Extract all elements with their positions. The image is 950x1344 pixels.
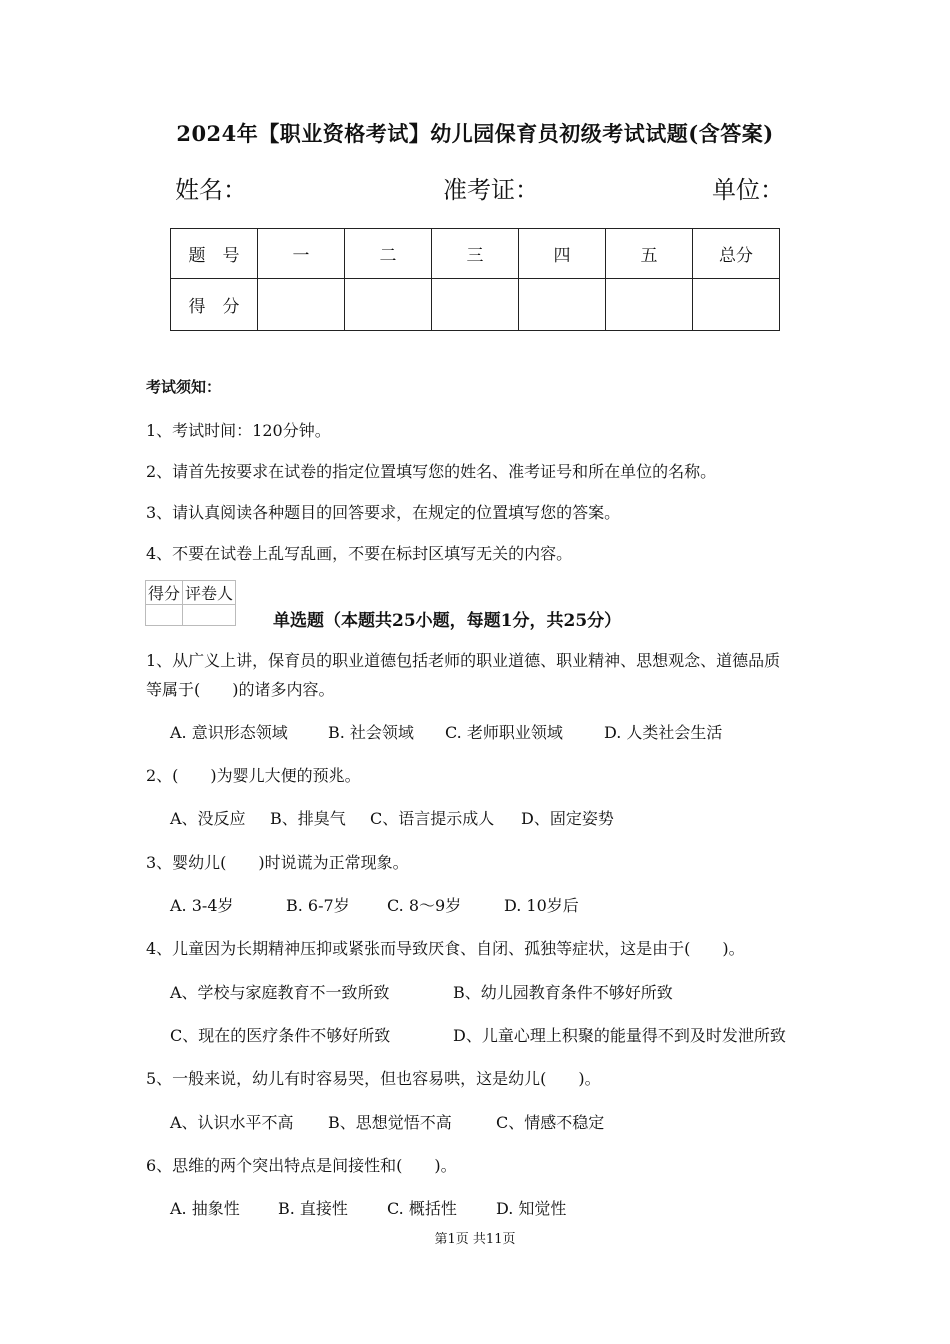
grader-box-cell — [183, 605, 236, 626]
question-option: C、现在的医疗条件不够好所致 — [170, 1026, 391, 1045]
score-table-header-row — [171, 229, 780, 279]
question-option: A、没反应 — [170, 809, 246, 828]
page-footer: 第1页 共11页 — [434, 1232, 516, 1247]
notice-heading: 考试须知： — [146, 378, 222, 396]
score-cell — [693, 279, 780, 331]
question-option: C、语言提示成人 — [370, 809, 495, 828]
score-cell — [519, 279, 606, 331]
question-option: B. 6-7岁 — [286, 896, 350, 915]
notice-item: 3、请认真阅读各种题目的回答要求，在规定的位置填写您的答案。 — [146, 503, 621, 522]
unit-field-label: 单位： — [712, 176, 784, 204]
score-table-header-cell: 题 号 — [171, 229, 258, 279]
score-table — [170, 228, 780, 331]
grader-box — [145, 580, 236, 626]
score-table-header-cell: 三 — [432, 229, 519, 279]
notice-item: 1、考试时间：120分钟。 — [146, 421, 331, 440]
score-table-header-cell: 总分 — [693, 229, 780, 279]
question-option: B. 社会领域 — [328, 723, 414, 742]
question-option: C. 概括性 — [387, 1199, 457, 1218]
question-option: D. 人类社会生活 — [604, 723, 723, 742]
question-option: C、情感不稳定 — [496, 1113, 605, 1132]
score-table-header-cell: 一 — [258, 229, 345, 279]
question-option: A、学校与家庭教育不一致所致 — [170, 983, 390, 1002]
question-option: B. 直接性 — [278, 1199, 348, 1218]
score-row-label: 得 分 — [171, 279, 258, 331]
question-option: D. 知觉性 — [496, 1199, 567, 1218]
question-option: B、思想觉悟不高 — [328, 1113, 452, 1132]
grader-box-grader-label: 评卷人 — [183, 581, 236, 605]
question-option: C. 8～9岁 — [387, 896, 462, 915]
grader-box-cell — [146, 605, 183, 626]
question-option: A、认识水平不高 — [170, 1113, 294, 1132]
question-stem: 3、婴幼儿( )时说谎为正常现象。 — [146, 853, 409, 872]
exam-id-field-label: 准考证： — [443, 176, 539, 204]
question-stem: 5、一般来说，幼儿有时容易哭，但也容易哄，这是幼儿( )。 — [146, 1069, 601, 1088]
question-stem: 2、( )为婴儿大便的预兆。 — [146, 766, 361, 785]
question-option: D. 10岁后 — [504, 896, 579, 915]
section-title: 单选题（本题共25小题，每题1分，共25分） — [273, 611, 622, 631]
grader-box-score-label: 得分 — [146, 581, 183, 605]
score-cell — [258, 279, 345, 331]
score-cell — [345, 279, 432, 331]
question-stem: 4、儿童因为长期精神压抑或紧张而导致厌食、自闭、孤独等症状，这是由于( )。 — [146, 939, 745, 958]
question-option: D、固定姿势 — [521, 809, 614, 828]
question-option: A. 抽象性 — [170, 1199, 240, 1218]
score-cell — [432, 279, 519, 331]
question-option: C. 老师职业领域 — [445, 723, 563, 742]
score-cell — [606, 279, 693, 331]
notice-item: 2、请首先按要求在试卷的指定位置填写您的姓名、准考证号和所在单位的名称。 — [146, 462, 717, 481]
score-table-header-cell: 四 — [519, 229, 606, 279]
score-table-header-cell: 五 — [606, 229, 693, 279]
question-option: A. 3-4岁 — [170, 896, 234, 915]
question-stem: 等属于( )的诸多内容。 — [146, 680, 335, 699]
score-table-score-row — [171, 279, 780, 331]
question-option: A. 意识形态领域 — [170, 723, 288, 742]
name-field-label: 姓名： — [175, 176, 247, 204]
notice-item: 4、不要在试卷上乱写乱画，不要在标封区填写无关的内容。 — [146, 544, 573, 563]
question-option: B、排臭气 — [270, 809, 346, 828]
question-option: B、幼儿园教育条件不够好所致 — [453, 983, 673, 1002]
question-stem: 1、从广义上讲，保育员的职业道德包括老师的职业道德、职业精神、思想观念、道德品质 — [146, 651, 781, 670]
question-stem: 6、思维的两个突出特点是间接性和( )。 — [146, 1156, 457, 1175]
exam-title: 2024年【职业资格考试】幼儿园保育员初级考试试题(含答案) — [176, 121, 774, 146]
score-table-header-cell: 二 — [345, 229, 432, 279]
question-option: D、儿童心理上积聚的能量得不到及时发泄所致 — [453, 1026, 786, 1045]
